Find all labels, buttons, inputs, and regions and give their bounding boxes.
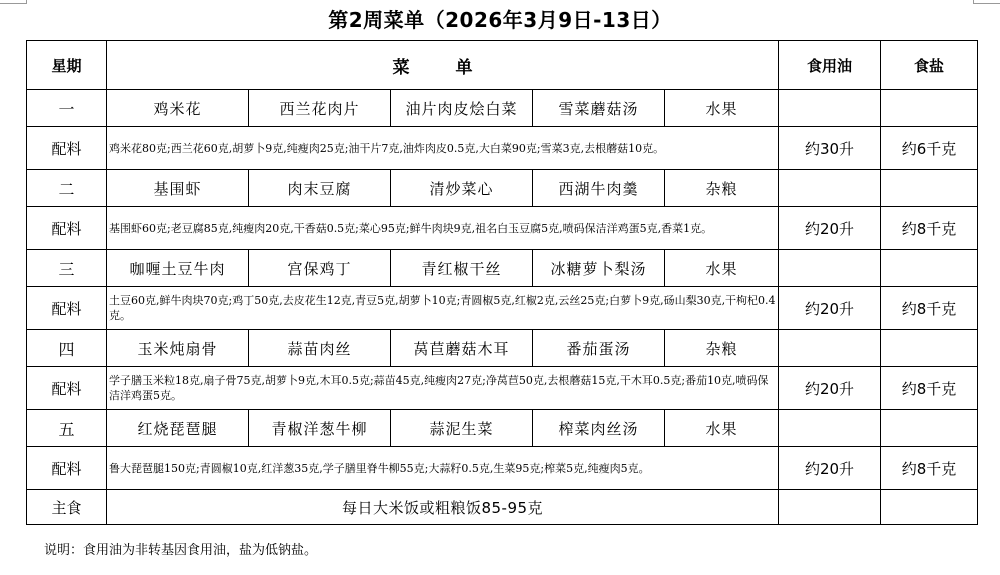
ingredients-label: 配料 [27,367,107,410]
empty-cell [881,330,978,367]
dish-row [27,90,978,127]
salt-amount: 约8千克 [881,287,978,330]
oil-amount: 约30升 [779,127,881,170]
empty-cell [779,490,881,525]
ingredients-text: 鲁大琵琶腿150克;青圆椒10克,红洋葱35克,学子膳里脊牛柳55克;大蒜籽0.5克,生菜95克;榨菜5克,纯瘦肉5克。 [107,447,779,490]
dish-item: 西湖牛肉羹 [532,170,664,206]
dish-item: 水果 [664,410,778,446]
dish-list [107,330,778,366]
dish-item: 水果 [664,250,778,286]
dish-list [107,170,778,206]
oil-amount: 约20升 [779,287,881,330]
empty-cell [881,410,978,447]
ingredients-text: 土豆60克,鲜牛肉块70克;鸡丁50克,去皮花生12克,青豆5克,胡萝卜10克;青圆椒5克,红椒2克,云丝25克;白萝卜9克,砀山梨30克,干枸杞0.4克。 [107,287,779,330]
dish-item: 油片肉皮烩白菜 [390,90,532,126]
dishes-cell [107,410,779,447]
dish-item: 西兰花肉片 [248,90,390,126]
dish-list [107,90,778,126]
dish-list [107,410,778,446]
header-menu: 菜 单 [107,41,779,90]
dish-item: 宫保鸡丁 [248,250,390,286]
ingredients-row [27,127,978,170]
weekday-cell: 四 [27,330,107,367]
dishes-cell [107,330,779,367]
weekday-cell: 一 [27,90,107,127]
dish-item: 蒜苗肉丝 [248,330,390,366]
ingredients-label: 配料 [27,287,107,330]
dish-item: 基围虾 [153,179,202,198]
dish-item: 雪菜蘑菇汤 [532,90,664,126]
page-title: 第2周菜单（2026年3月9日-13日） [328,8,672,32]
weekday-cell: 三 [27,250,107,287]
dish-item: 肉末豆腐 [248,170,390,206]
oil-amount: 约20升 [779,207,881,250]
dish-row [27,330,978,367]
dish-row [27,250,978,287]
ingredients-row [27,447,978,490]
header-oil: 食用油 [779,41,881,90]
salt-amount: 约8千克 [881,207,978,250]
ingredients-label: 配料 [27,447,107,490]
dish-item: 清炒菜心 [390,170,532,206]
ingredients-row [27,207,978,250]
dish-item: 玉米炖扇骨 [137,339,218,358]
dishes-cell [107,170,779,207]
dish-item: 咖喱土豆牛肉 [129,259,226,278]
footnote: 说明：食用油为非转基因食用油，盐为低钠盐。 [44,543,318,558]
ingredients-text: 鸡米花80克;西兰花60克,胡萝卜9克,纯瘦肉25克;油干片7克,油炸肉皮0.5克,大白菜90克;雪菜3克,去根蘑菇10克。 [107,127,779,170]
header-day: 星期 [27,41,107,90]
weekly-menu-table [26,40,978,525]
dish-row [27,410,978,447]
dishes-cell [107,250,779,287]
dish-item: 青红椒干丝 [390,250,532,286]
header-salt: 食盐 [881,41,978,90]
dish-item: 杂粮 [664,330,778,366]
oil-amount: 约20升 [779,447,881,490]
oil-amount: 约20升 [779,367,881,410]
dish-item: 番茄蛋汤 [532,330,664,366]
empty-cell [881,490,978,525]
ingredients-label: 配料 [27,127,107,170]
table-header-row [27,41,978,90]
empty-cell [779,250,881,287]
ingredients-label: 配料 [27,207,107,250]
salt-amount: 约6千克 [881,127,978,170]
dish-item: 水果 [664,90,778,126]
empty-cell [779,410,881,447]
staple-text: 每日大米饭或粗粮饭85-95克 [107,490,779,525]
dish-row [27,170,978,207]
dish-item: 榨菜肉丝汤 [532,410,664,446]
staple-label: 主食 [27,490,107,525]
dish-item: 青椒洋葱牛柳 [248,410,390,446]
dish-item: 杂粮 [664,170,778,206]
ingredients-text: 基围虾60克;老豆腐85克,纯瘦肉20克,干香菇0.5克;菜心95克;鲜牛肉块9克,祖名白玉豆腐5克,喷码保洁洋鸡蛋5克,香菜1克。 [107,207,779,250]
empty-cell [779,330,881,367]
weekday-cell: 二 [27,170,107,207]
dish-item: 莴苣蘑菇木耳 [390,330,532,366]
dish-item: 鸡米花 [153,99,202,118]
empty-cell [881,170,978,207]
dish-item: 冰糖萝卜梨汤 [532,250,664,286]
ingredients-row [27,287,978,330]
dishes-cell [107,90,779,127]
dish-item: 蒜泥生菜 [390,410,532,446]
ingredients-row [27,367,978,410]
empty-cell [881,250,978,287]
empty-cell [881,90,978,127]
ingredients-text: 学子膳玉米粒18克,扇子骨75克,胡萝卜9克,木耳0.5克;蒜苗45克,纯瘦肉27克;净莴苣50克,去根蘑菇15克,干木耳0.5克;番茄10克,喷码保洁洋鸡蛋5克。 [107,367,779,410]
weekday-cell: 五 [27,410,107,447]
dish-item: 红烧琵琶腿 [137,419,218,438]
empty-cell [779,170,881,207]
salt-amount: 约8千克 [881,367,978,410]
salt-amount: 约8千克 [881,447,978,490]
staple-row [27,490,978,525]
dish-list [107,250,778,286]
empty-cell [779,90,881,127]
